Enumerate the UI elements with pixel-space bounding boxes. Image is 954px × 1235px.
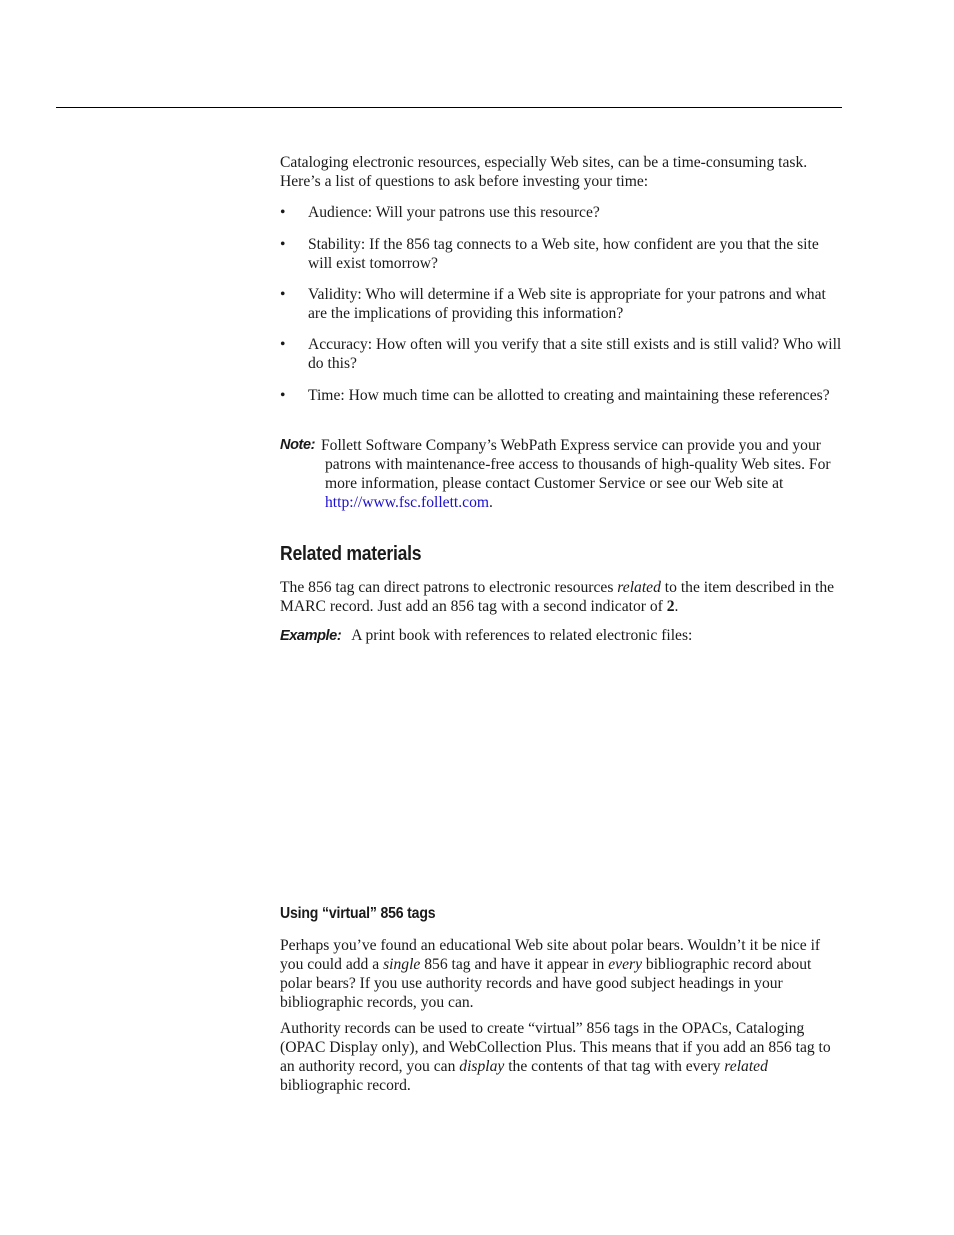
example-line [280, 626, 845, 646]
intro-paragraph: Cataloging electronic resources, especially Web sites, can be a time-consuming task. Here’s a list of questions to ask before investing your time: [280, 154, 808, 190]
virtual-paragraph-2: Authority records can be used to create “virtual” 856 tags in the OPACs, Cataloging (OPAC Display only), and WebCollection Plus. This means that if you add an 856 tag to an authority record, you can display the contents of that tag with every related bibliographic record. [280, 1020, 831, 1094]
bullet-icon: • [280, 204, 286, 221]
virtual-paragraph-1: Perhaps you’ve found an educational Web site about polar bears. Wouldn’t it be nice if you could add a single 856 tag and have it appear in every bibliographic record about polar bears? If you use authority records and have good subject headings in your bibliographic records, you can. [280, 937, 821, 1011]
example-label: Example: [280, 628, 342, 644]
bullet-icon: • [280, 236, 286, 253]
header-rule [56, 107, 842, 108]
bullet-icon: • [280, 336, 286, 353]
bullet-icon: • [280, 286, 286, 303]
bullet-icon: • [280, 387, 286, 404]
section-heading-related-materials: Related materials [280, 543, 422, 565]
example-text: A print book with references to related electronic files: [351, 627, 693, 644]
note-label: Note: [280, 437, 316, 453]
note-block: Note: Follett Software Company’s WebPath Express service can provide you and your patrons with maintenance-free access to thousands of high-quality Web sites. For more information, please contact Customer Service or see our Web site at http://www.fsc.follett.com. [280, 437, 831, 511]
related-paragraph: The 856 tag can direct patrons to electronic resources related to the item described in the MARC record. Just add an 856 tag with a second indicator of 2. [280, 579, 835, 615]
subsection-heading-virtual-tags: Using “virtual” 856 tags [280, 905, 436, 922]
website-link[interactable]: http://www.fsc.follett.com [325, 494, 489, 511]
